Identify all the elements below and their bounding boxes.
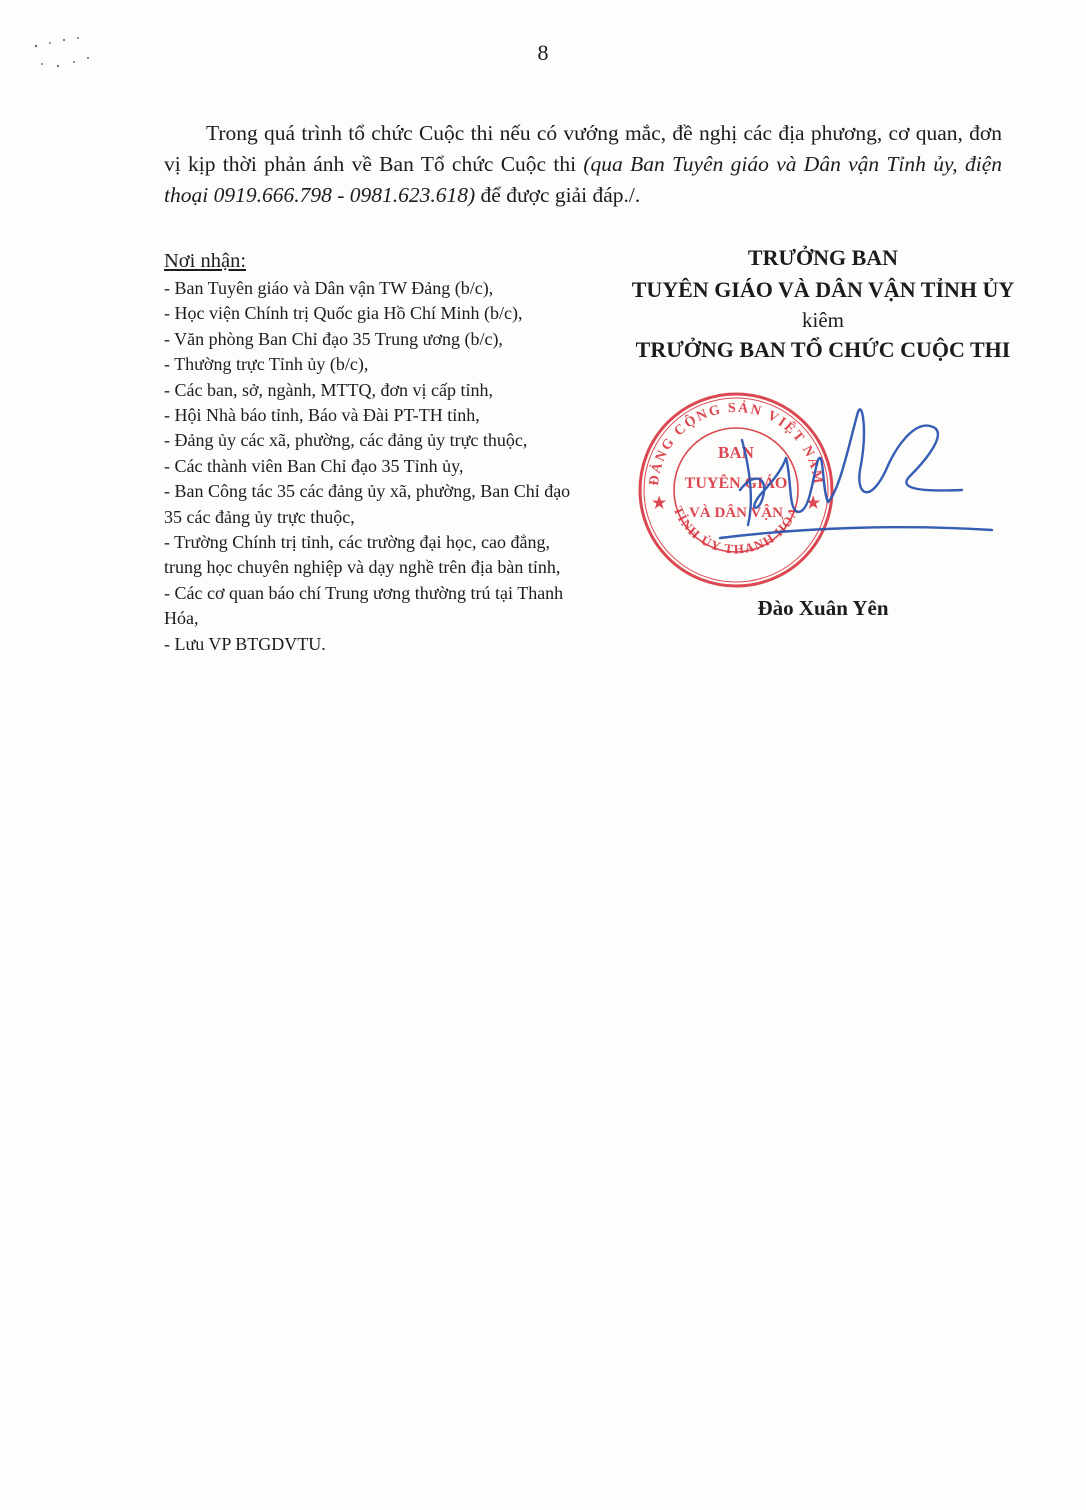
closing-end: để được giải đáp./.	[475, 183, 641, 207]
recipient-item: - Ban Tuyên giáo và Dân vận TW Đảng (b/c),	[164, 278, 494, 298]
closing-text: Trong quá trình tổ chức Cuộc thi nếu có vướng mắc, đề nghị các địa phương, cơ quan, đơn vị kịp thời phản ánh về Ban Tổ chức Cuộc thi	[164, 121, 1002, 176]
recipients-list	[164, 276, 574, 657]
recipient-item: - Học viện Chính trị Quốc gia Hồ Chí Minh (b/c),	[164, 303, 523, 324]
recipient-item: - Lưu VP BTGDVTU.	[164, 633, 326, 654]
recipients-title: Nơi nhận:	[164, 250, 247, 272]
recipient-item: - Ban Công tác 35 các đảng ủy xã, phường, Ban Chỉ đạo 35 các đảng ủy trực thuộc,	[164, 481, 571, 527]
recipient-item: - Các ban, sở, ngành, MTTQ, đơn vị cấp tỉnh,	[164, 379, 493, 400]
signer-title-concurrent: kiêm	[802, 308, 844, 332]
seal-center-line3: VÀ DÂN VẬN	[689, 505, 783, 521]
closing-paragraph	[164, 118, 1002, 211]
recipient-item: - Văn phòng Ban Chỉ đạo 35 Trung ương (b/c),	[164, 328, 503, 349]
handwritten-signature	[700, 400, 1000, 570]
recipient-item: - Đảng ủy các xã, phường, các đảng ủy trực thuộc,	[164, 430, 528, 451]
contact-info: (qua Ban Tuyên giáo và Dân vận Tỉnh ủy, điện thoại 0919.666.798 - 0981.623.618)	[164, 152, 1002, 207]
seal-bottom-text: TỈNH ỦY THANH HÓA	[670, 503, 802, 557]
signer-title-line1: TRƯỞNG BAN	[747, 245, 899, 270]
seal-center-line2: TUYÊN GIÁO	[684, 475, 788, 492]
signer-title-line2: TUYÊN GIÁO VÀ DÂN VẬN TỈNH ỦY	[631, 277, 1015, 302]
page-number: 8	[537, 40, 549, 65]
signer-title-line4: TRƯỞNG BAN TỔ CHỨC CUỘC THI	[635, 337, 1011, 362]
seal-outer-text: ĐẢNG CỘNG SẢN VIỆT NAM	[646, 400, 826, 487]
recipient-item: - Trường Chính trị tỉnh, các trường đại học, cao đẳng, trung học chuyên nghiệp và dạy nghề trên địa bàn tỉnh,	[164, 532, 561, 578]
signer-name: Đào Xuân Yên	[757, 596, 889, 620]
seal-center-line1: BAN	[718, 443, 754, 462]
seal-star-left: ★	[652, 495, 667, 512]
recipients-block	[164, 248, 574, 657]
recipient-item: - Các cơ quan báo chí Trung ương thường trú tại Thanh Hóa,	[164, 582, 564, 629]
signature-title-block	[590, 242, 1056, 366]
recipient-item: - Thường trực Tỉnh ủy (b/c),	[164, 354, 369, 375]
seal-star-right: ★	[806, 495, 821, 512]
recipient-item: - Các thành viên Ban Chỉ đạo 35 Tỉnh ủy,	[164, 455, 464, 476]
recipient-item: - Hội Nhà báo tỉnh, Báo và Đài PT-TH tỉnh,	[164, 405, 480, 426]
